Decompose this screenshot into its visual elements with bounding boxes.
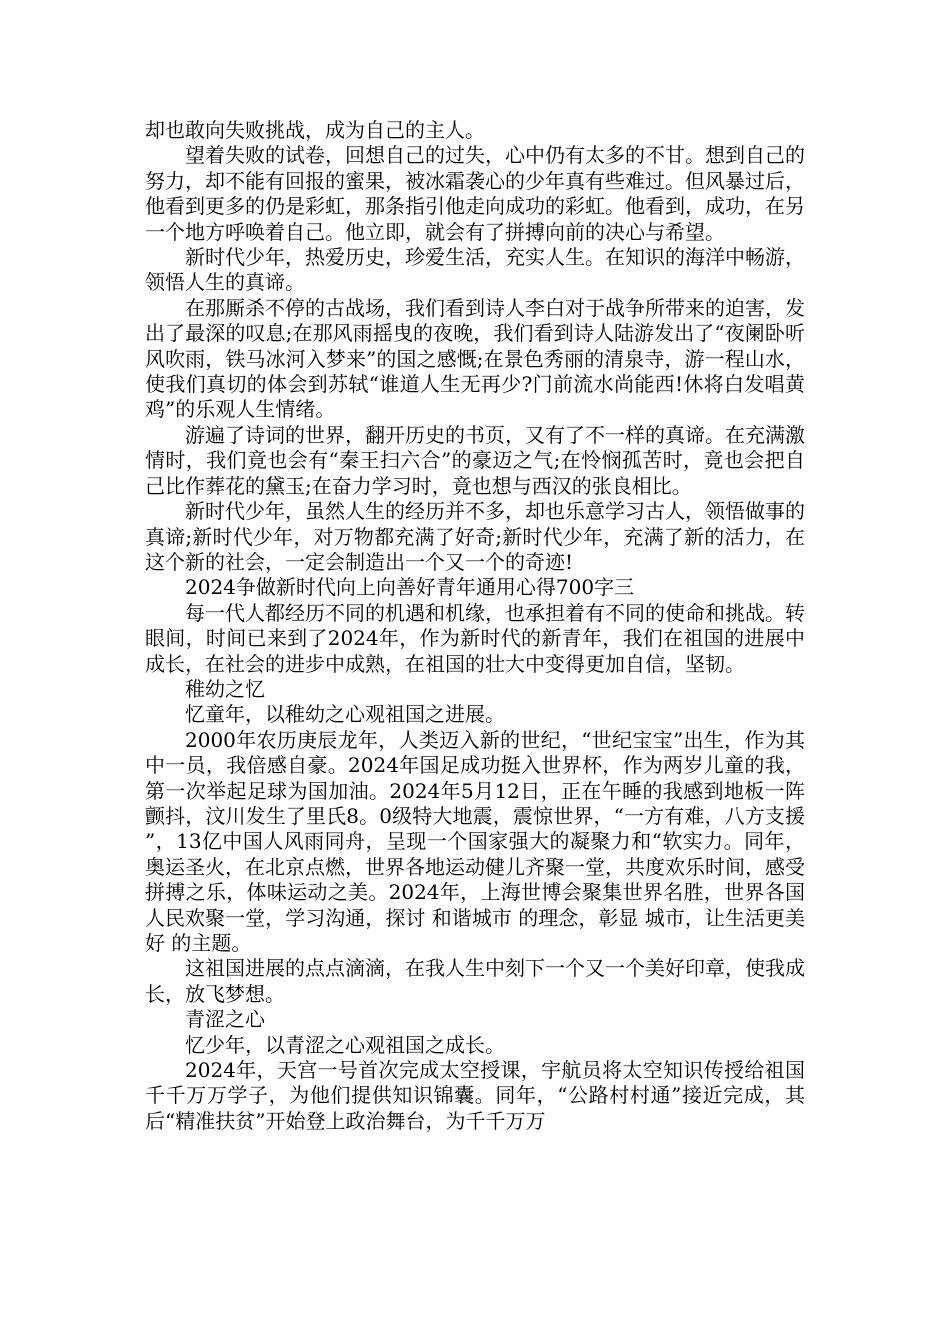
paragraph-1: 却也敢向失败挑战，成为自己的主人。 <box>145 118 485 142</box>
paragraph-7: 每一代人都经历不同的机遇和机缘，也承担着有不同的使命和挑战。转眼间，时间已来到了2024年，作为新时代的新青年，我们在祖国的进展中成长，在社会的进步中成熟，在祖国的壮大中变得更加自信，坚韧。 <box>145 600 805 676</box>
paragraph-4: 在那厮杀不停的古战场，我们看到诗人李白对于战争所带来的迫害，发出了最深的叹息;在那风雨摇曳的夜晚，我们看到诗人陆游发出了“夜阑卧听风吹雨，铁马冰河入梦来”的国之感慨;在景色秀丽的清泉寺，游一程山水，使我们真切的体会到苏轼“谁道人生无再少?门前流水尚能西!休将白发唱黄鸡”的乐观人生情绪。 <box>145 295 805 422</box>
paragraph-6: 新时代少年，虽然人生的经历并不多，却也乐意学习古人，领悟做事的真谛;新时代少年，对万物都充满了好奇;新时代少年，充满了新的活力，在这个新的社会，一定会制造出一个又一个的奇迹! <box>145 499 805 574</box>
paragraph-3: 新时代少年，热爱历史，珍爱生活，充实人生。在知识的海洋中畅游，领悟人生的真谛。 <box>145 245 805 295</box>
paragraph-11: 忆少年，以青涩之心观祖国之成长。 <box>185 1032 505 1057</box>
subheading-childhood: 稚幼之忆 <box>185 676 265 701</box>
paragraph-9: 2000年农历庚辰龙年，人类迈入新的世纪，“世纪宝宝”出生，作为其中一员，我倍感自豪。2024年国足成功挺入世界杯，作为两岁儿童的我，第一次举起足球为国加油。2024年5月12日，正在午睡的我感到地板一阵颤抖，汶川发生了里氏8。0级特大地震，震惊世界，“一方有难，八方支援”，13亿中国人风雨同舟，呈现一个国家强大的凝聚力和“软实力。同年，奥运圣火，在北京点燃，世界各地运动健儿齐聚一堂，共度欢乐时间，感受拼搏之乐，体味运动之美。2024年，上海世博会聚集世界名胜，世界各国人民欢聚一堂，学习沟通，探讨 和谐城市 的理念，彰显 城市，让生活更美好 的主题。 <box>145 727 805 955</box>
paragraph-2: 望着失败的试卷，回想自己的过失，心中仍有太多的不甘。想到自己的努力，却不能有回报的蜜果，被冰霜袭心的少年真有些难过。但风暴过后，他看到更多的仍是彩虹，那条指引他走向成功的彩虹。他看到，成功，在另一个地方呼唤着自己。他立即，就会有了拼搏向前的决心与希望。 <box>145 143 805 244</box>
document-page <box>145 118 805 1134</box>
subheading-youth: 青涩之心 <box>185 1007 265 1032</box>
paragraph-10: 这祖国进展的点点滴滴，在我人生中刻下一个又一个美好印章，使我成长，放飞梦想。 <box>145 956 805 1006</box>
paragraph-12: 2024年，天宫一号首次完成太空授课，宇航员将太空知识传授给祖国千千万万学子，为他们提供知识锦囊。同年，“公路村村通”接近完成，其后“精准扶贫”开始登上政治舞台，为千千万万 <box>145 1058 805 1133</box>
paragraph-8: 忆童年，以稚幼之心观祖国之进展。 <box>185 702 505 727</box>
section-title: 2024争做新时代向上向善好青年通用心得700字三 <box>185 575 635 600</box>
paragraph-5: 游遍了诗词的世界，翻开历史的书页，又有了不一样的真谛。在充满激情时，我们竟也会有“秦王扫六合”的豪迈之气;在怜悯孤苦时，竟也会把自己比作葬花的黛玉;在奋力学习时，竟也想与西汉的张良相比。 <box>145 422 805 498</box>
